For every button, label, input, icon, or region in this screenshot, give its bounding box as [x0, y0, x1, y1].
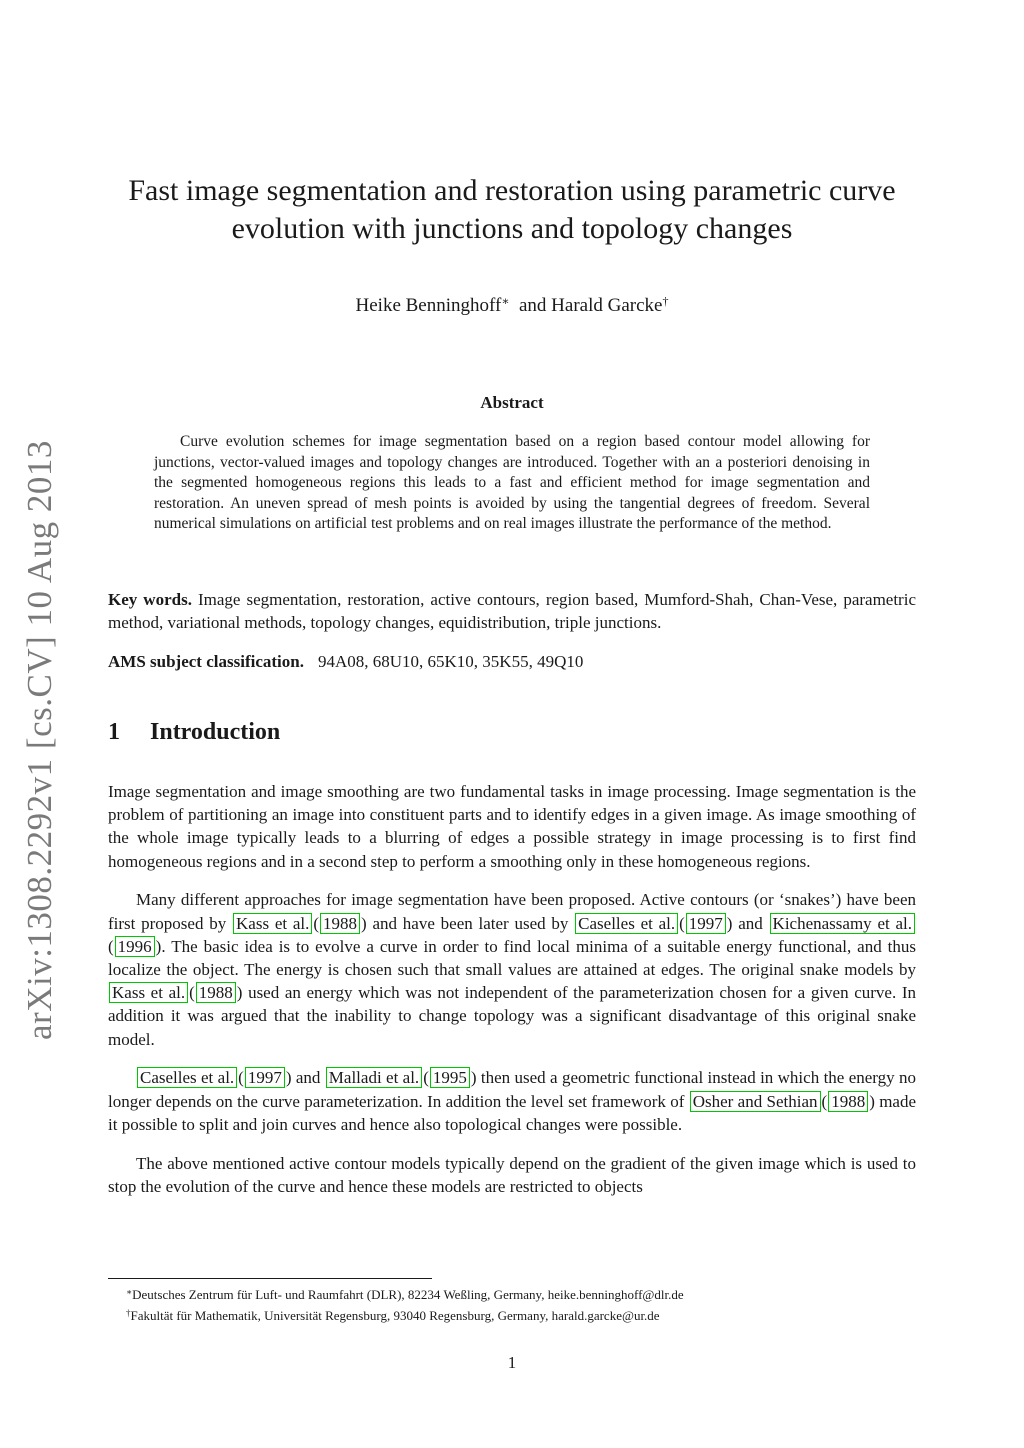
abstract-text: Curve evolution schemes for image segmentation based on a region based contour model allowing for junctions, vector-valued images and topology changes are introduced. Together with an a posteriori denoising in the segmented homogeneous regions this leads to a fast and efficient method for image segmentation and restoration. An uneven spread of mesh points is avoided by using the tangential degrees of freedom. Several numerical simulations on artificial test problems and on real images illustrate the performance of the method. [154, 433, 870, 533]
paragraph-text: Many different approaches for image segmentation have been proposed. Active contours (or ‘snakes’) have been first proposed by [108, 890, 916, 933]
author-2-footnote-mark[interactable]: † [662, 294, 669, 308]
paragraph-text: and [738, 913, 763, 933]
citation-link-malladi[interactable]: Malladi et al. [326, 1067, 422, 1088]
citation-year-link[interactable]: 1996 [115, 936, 155, 957]
footnote-separator [108, 1278, 432, 1279]
footnote-1 [108, 1283, 916, 1304]
author-2-name: Harald Garcke [551, 295, 663, 316]
paragraph-text: used an energy which was not independent of the parameterization chosen for a given curve. In addition it was argued that the inability to change topology was a significant disadvantage of this original snake model. [108, 983, 916, 1049]
citation-link-kass[interactable]: Kass et al. [233, 913, 312, 934]
paragraph-text: made it possible to split and join curves and hence also topological changes were possible. [108, 1091, 917, 1134]
citation-year-link[interactable]: 1995 [430, 1067, 470, 1088]
paragraph-4: The above mentioned active contour models typically depend on the gradient of the given image which is used to stop the evolution of the curve and hence these models are restricted to objects [108, 1153, 916, 1196]
author-1-footnote-mark[interactable]: ∗ [501, 294, 510, 308]
citation-year-link[interactable]: 1997 [686, 913, 726, 934]
footnote-2-mark: † [126, 1308, 131, 1318]
ams-label: AMS subject classification. [108, 652, 304, 671]
citation-year-link[interactable]: 1988 [828, 1091, 868, 1112]
author-conjunction: and [518, 295, 547, 316]
section-heading-introduction [108, 716, 280, 748]
citation-link-caselles[interactable]: Caselles et al. [137, 1067, 237, 1088]
citation-year-link[interactable]: 1988 [196, 982, 236, 1003]
paragraph-text: then used a geometric functional instead in which the energy no longer depends on the curve parameterization. In addition the level set framework of [108, 1068, 917, 1111]
footnote-2-text: Fakultät für Mathematik, Universität Regensburg, 93040 Regensburg, Germany, harald.garcke@ur.de [130, 1308, 660, 1323]
paragraph-2: Many different approaches for image segmentation have been proposed. Active contours (or ‘snakes’) have been first proposed by Kass et al. ( 1988 ) and have been later used by Caselles et al. ( 1997 ) and Kichenassamy et al.( 1996 ). The basic idea is to evolve a curve in order to find local minima of a suitable energy functional, and thus localize the object. The energy is chosen such that small values are attained at edges. The original snake models by Kass et al. ( 1988 ) used an energy which was not independent of the parameterization chosen for a given curve. In addition it was argued that the inability to change topology was a significant disadvantage of this original snake model. [108, 890, 916, 1049]
paragraph-text: and [295, 1068, 321, 1088]
paper-title [108, 172, 916, 248]
footnote-1-mark: ∗ [126, 1287, 133, 1297]
author-1-name: Heike Benninghoff [355, 295, 502, 316]
introduction-body [108, 780, 916, 1214]
paragraph-1: Image segmentation and image smoothing are two fundamental tasks in image processing. Image segmentation is the problem of partitioning an image into constituent parts and to identify edges in a given image. As image smoothing of the whole image typically leads to a blurring of edges a possible strategy in image processing is to first find homogeneous regions and in a second step to perform a smoothing only in these homogeneous regions. [108, 782, 916, 871]
citation-year-link[interactable]: 1997 [245, 1067, 285, 1088]
citation-year-link[interactable]: 1988 [320, 913, 360, 934]
paragraph-text: and have been later used by [372, 913, 569, 933]
keywords-label: Key words. [108, 590, 192, 609]
footnotes [108, 1283, 916, 1325]
ams-classification [108, 650, 916, 673]
citation-link-kass[interactable]: Kass et al. [109, 982, 188, 1003]
page-number: 1 [507, 1353, 517, 1372]
citation-link-caselles[interactable]: Caselles et al. [575, 913, 678, 934]
title-line-1: Fast image segmentation and restoration using parametric curve [128, 174, 896, 207]
citation-link-kichenassamy[interactable]: Kichenassamy et al. [770, 913, 915, 934]
paragraph-text: . The basic idea is to evolve a curve in order to find local minima of a suitable energy functional, and thus localize the object. The energy is chosen such that small values are attained at edges. The original snake models by [108, 936, 916, 980]
keywords-block [108, 588, 916, 634]
citation-link-osher-sethian[interactable]: Osher and Sethian [690, 1091, 821, 1112]
title-line-2: evolution with junctions and topology changes [231, 212, 793, 245]
keywords-text: Image segmentation, restoration, active contours, region based, Mumford-Shah, Chan-Vese, parametric method, variational methods, topology changes, equidistribution, triple junctions. [108, 590, 916, 632]
section-title: Introduction [150, 719, 281, 745]
ams-codes: 94A08, 68U10, 65K10, 35K55, 49Q10 [317, 652, 584, 671]
paragraph-3: Caselles et al. ( 1997 ) and Malladi et al. ( 1995 ) then used a geometric functional instead in which the energy no longer depends on the curve parameterization. In addition the level set framework of Osher and Sethian ( 1988 ) made it possible to split and join curves and hence also topological changes were possible. [108, 1068, 917, 1134]
arxiv-identifier: arXiv:1308.2292v1 [cs.CV] 10 Aug 2013 [20, 440, 59, 1040]
section-number: 1 [108, 719, 120, 745]
footnote-1-text: Deutsches Zentrum für Luft- und Raumfahrt (DLR), 82234 Weßling, Germany, heike.benninghoff@dlr.de [132, 1287, 684, 1302]
abstract-heading: Abstract [480, 393, 544, 412]
footnote-2 [108, 1304, 916, 1325]
author-list [108, 288, 916, 319]
